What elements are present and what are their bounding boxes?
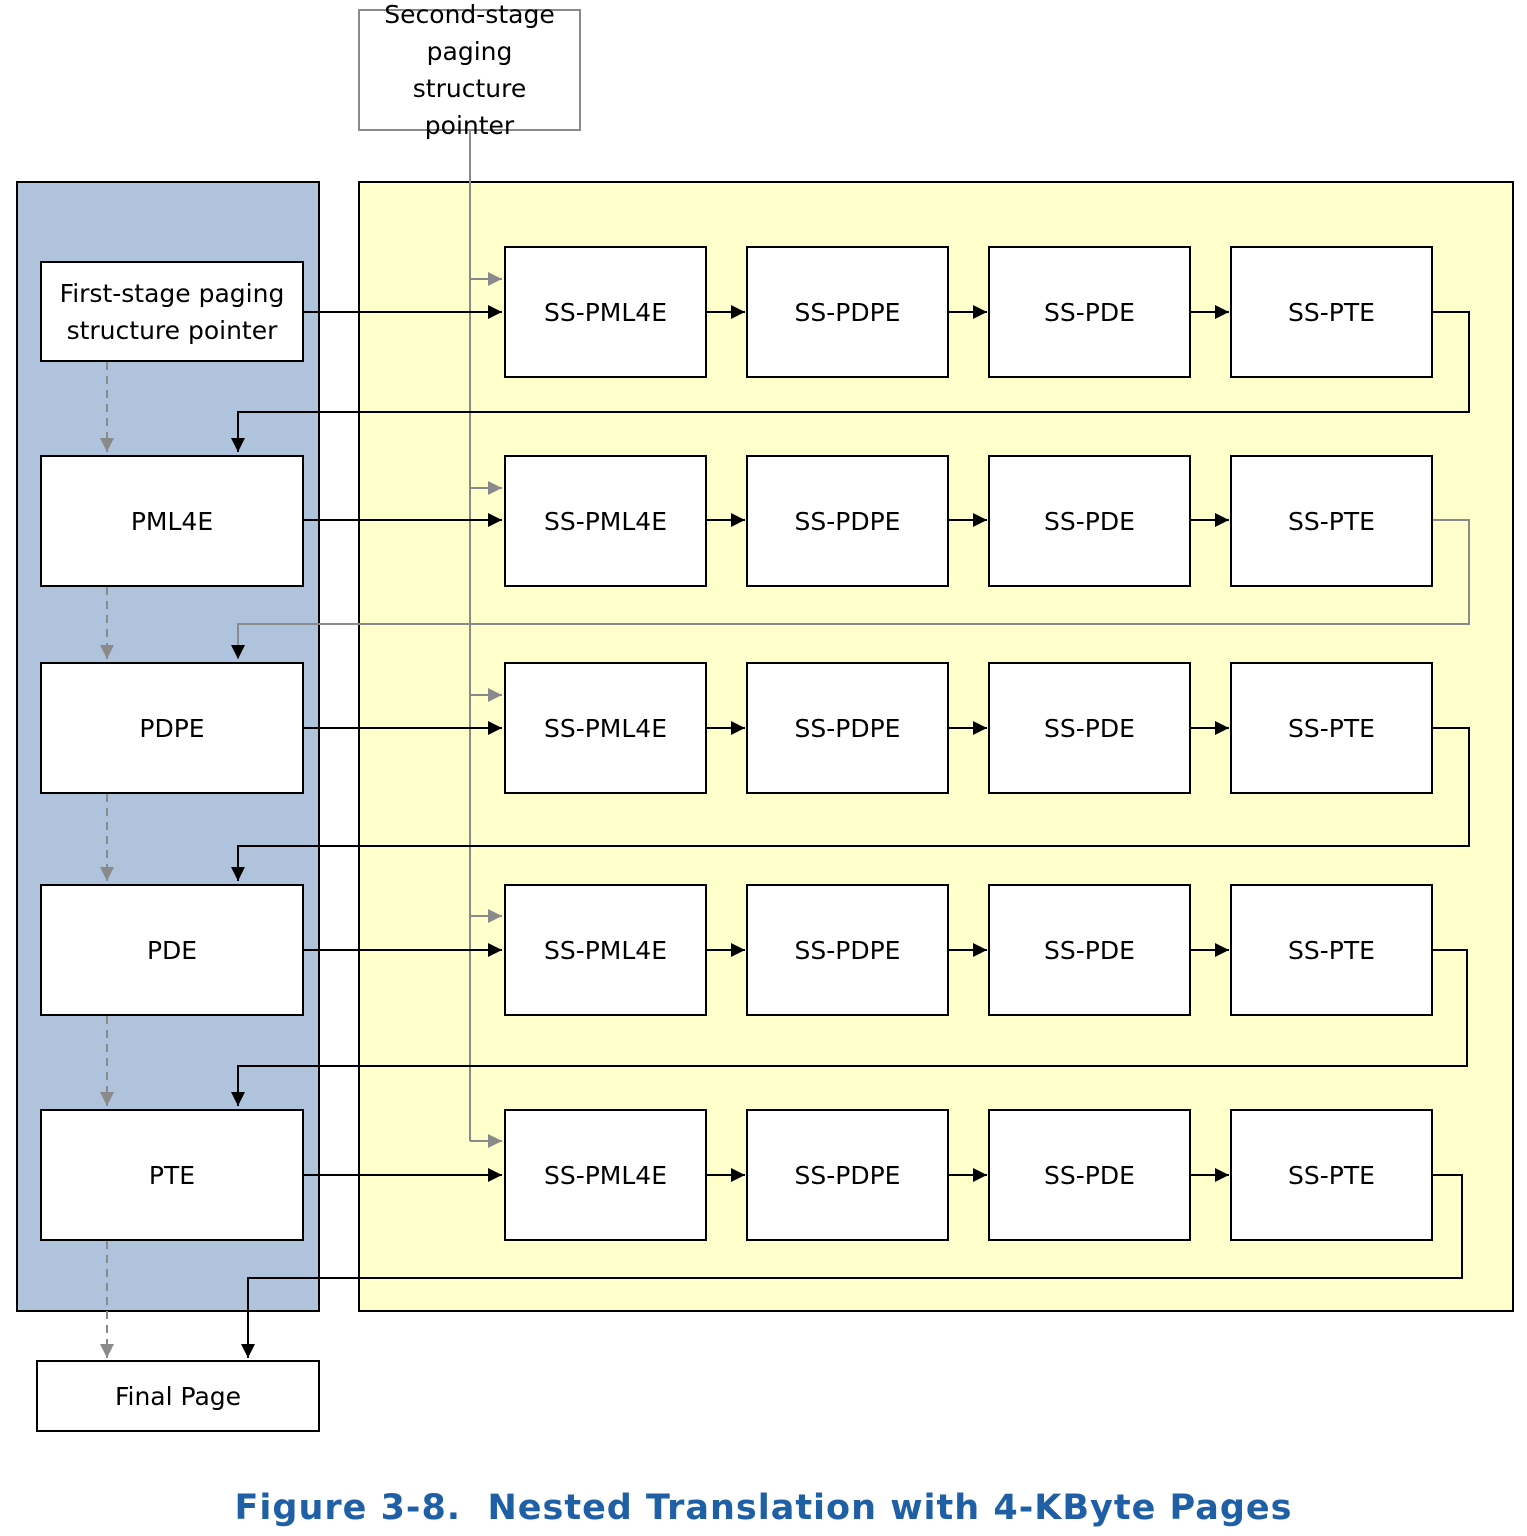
ss-entry-label: SS-PDE bbox=[1044, 713, 1135, 743]
ss-row2-pdpe bbox=[746, 455, 949, 587]
ss-entry-label: SS-PDE bbox=[1044, 935, 1135, 965]
final-page-label: Final Page bbox=[114, 1381, 242, 1411]
ss-entry-label: SS-PTE bbox=[1288, 506, 1375, 536]
ss-entry-label: SS-PDPE bbox=[794, 297, 901, 327]
ss-row5-pdpe bbox=[746, 1109, 949, 1241]
ss-row2-pte bbox=[1230, 455, 1433, 587]
ss-entry-label: SS-PML4E bbox=[543, 297, 668, 327]
first-stage-pointer-label: First-stage paging structure pointer bbox=[59, 278, 285, 345]
ss-entry-label: SS-PTE bbox=[1288, 297, 1375, 327]
ss-entry-label: SS-PTE bbox=[1288, 713, 1375, 743]
ss-row3-pde bbox=[988, 662, 1191, 794]
ss-entry-label: SS-PTE bbox=[1288, 1160, 1375, 1190]
ss-entry-label: SS-PDE bbox=[1044, 506, 1135, 536]
ss-row1-pde bbox=[988, 246, 1191, 378]
ss-row4-pde bbox=[988, 884, 1191, 1016]
ss-entry-label: SS-PTE bbox=[1288, 935, 1375, 965]
ss-entry-label: SS-PML4E bbox=[543, 506, 668, 536]
ss-row1-pte bbox=[1230, 246, 1433, 378]
final-page-box bbox=[36, 1360, 320, 1432]
ss-row5-pte bbox=[1230, 1109, 1433, 1241]
ss-entry-label: SS-PML4E bbox=[543, 1160, 668, 1190]
fs-entry-pdpe bbox=[40, 662, 304, 794]
fs-entry-pml4e bbox=[40, 455, 304, 587]
ss-row3-pte bbox=[1230, 662, 1433, 794]
ss-row1-pml4e bbox=[504, 246, 707, 378]
figure-caption: Figure 3-8. Nested Translation with 4-KByte Pages bbox=[234, 1488, 1293, 1528]
second-stage-pointer-label: Second-stage paging structure pointer bbox=[384, 0, 555, 140]
ss-row1-pdpe bbox=[746, 246, 949, 378]
ss-entry-label: SS-PDPE bbox=[794, 506, 901, 536]
ss-entry-label: SS-PDPE bbox=[794, 935, 901, 965]
ss-row3-pdpe bbox=[746, 662, 949, 794]
ss-row2-pde bbox=[988, 455, 1191, 587]
fs-entry-label: PDE bbox=[146, 935, 198, 965]
fs-entry-pte bbox=[40, 1109, 304, 1241]
fs-entry-pde bbox=[40, 884, 304, 1016]
ss-row5-pde bbox=[988, 1109, 1191, 1241]
first-stage-pointer-box bbox=[40, 261, 304, 362]
fs-entry-label: PDPE bbox=[139, 713, 205, 743]
ss-entry-label: SS-PDPE bbox=[794, 1160, 901, 1190]
ss-row2-pml4e bbox=[504, 455, 707, 587]
ss-row4-pdpe bbox=[746, 884, 949, 1016]
fs-entry-label: PML4E bbox=[130, 506, 214, 536]
ss-entry-label: SS-PML4E bbox=[543, 713, 668, 743]
ss-row4-pte bbox=[1230, 884, 1433, 1016]
second-stage-pointer-box bbox=[358, 0, 581, 140]
ss-entry-label: SS-PDPE bbox=[794, 713, 901, 743]
ss-row4-pml4e bbox=[504, 884, 707, 1016]
fs-entry-label: PTE bbox=[148, 1160, 196, 1190]
ss-row5-pml4e bbox=[504, 1109, 707, 1241]
ss-entry-label: SS-PDE bbox=[1044, 1160, 1135, 1190]
ss-row3-pml4e bbox=[504, 662, 707, 794]
ss-entry-label: SS-PML4E bbox=[543, 935, 668, 965]
ss-entry-label: SS-PDE bbox=[1044, 297, 1135, 327]
